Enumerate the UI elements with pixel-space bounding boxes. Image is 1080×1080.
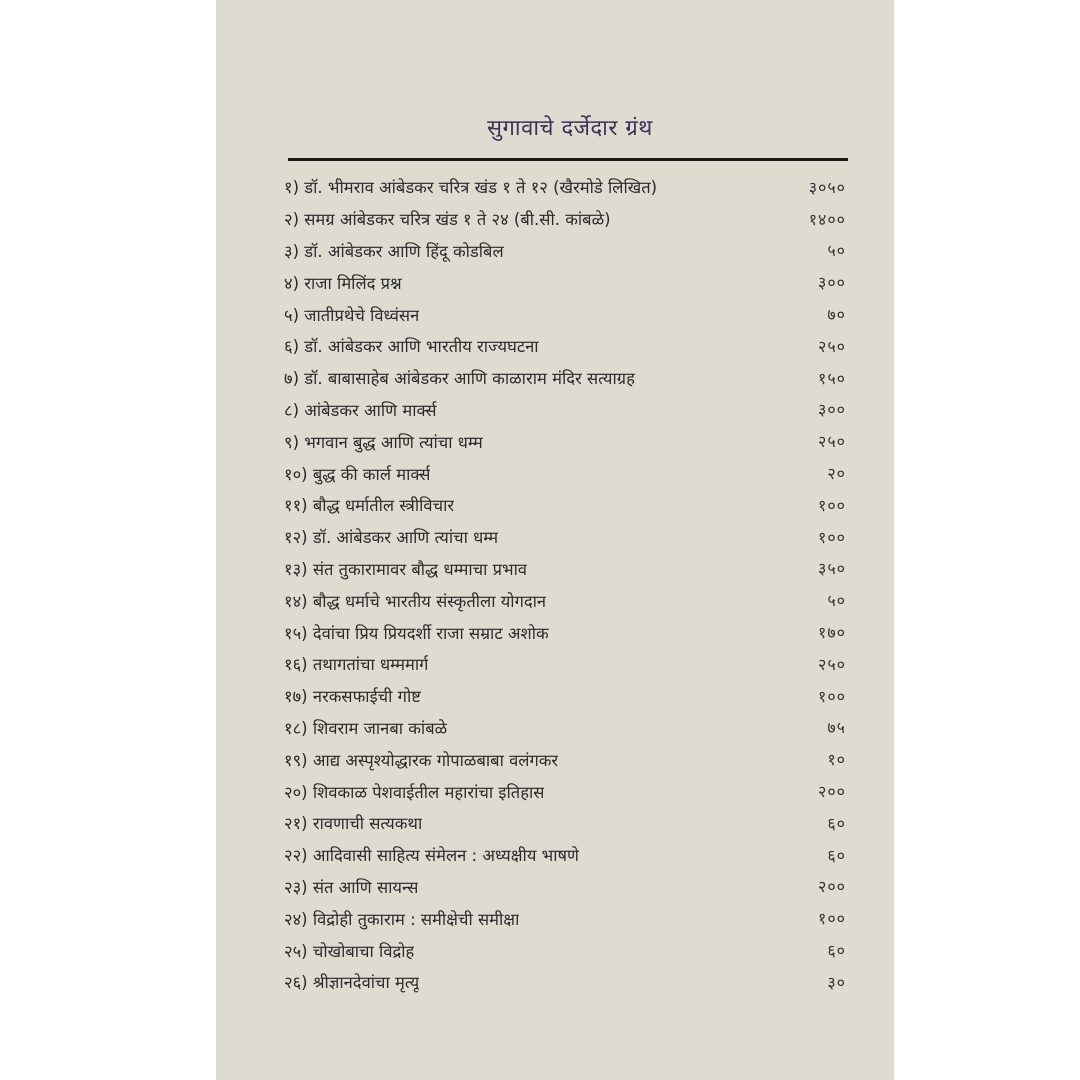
list-item <box>284 584 846 616</box>
book-title: ११) बौद्ध धर्मातील स्त्रीविचार <box>284 496 455 516</box>
book-title: २२) आदिवासी साहित्य संमेलन : अध्यक्षीय भाषणे <box>284 846 579 866</box>
book-title: २०) शिवकाळ पेशवाईतील महारांचा इतिहास <box>284 782 545 802</box>
list-item <box>284 235 846 267</box>
book-price: ६० <box>827 813 846 833</box>
book-title: ५) जातीप्रथेचे विध्वंसन <box>284 305 420 325</box>
list-item <box>284 521 846 553</box>
list-item <box>284 775 846 807</box>
book-price: ६० <box>827 845 846 865</box>
book-title: १९) आद्य अस्पृश्योद्धारक गोपाळबाबा वलंगकर <box>284 750 559 770</box>
book-price: २५० <box>818 432 846 452</box>
book-title: १८) शिवराम जानबा कांबळे <box>284 718 448 738</box>
list-item <box>284 807 846 839</box>
book-title: १०) बुद्ध की कार्ल मार्क्स <box>284 464 431 484</box>
book-title: १४) बौद्ध धर्माचे भारतीय संस्कृतीला योगदान <box>284 591 547 611</box>
book-page <box>216 0 894 1080</box>
list-item <box>284 680 846 712</box>
book-price: १७० <box>818 623 846 643</box>
book-title: ४) राजा मिलिंद प्रश्न <box>284 273 402 293</box>
list-item <box>284 298 846 330</box>
book-title: १७) नरकसफाईची गोष्ट <box>284 687 421 707</box>
list-item <box>284 616 846 648</box>
book-price: १४०० <box>808 209 846 229</box>
book-price: ३०५० <box>808 177 846 197</box>
list-item <box>284 934 846 966</box>
book-title: २१) रावणाची सत्यकथा <box>284 814 423 834</box>
book-price: २० <box>827 464 846 484</box>
book-price: १५० <box>818 368 846 388</box>
list-item <box>284 648 846 680</box>
book-title: १५) देवांचा प्रिय प्रियदर्शी राजा सम्राट अशोक <box>284 623 549 643</box>
book-price: ३० <box>827 972 846 992</box>
book-title: ८) आंबेडकर आणि मार्क्स <box>284 400 437 420</box>
book-price: २५० <box>818 654 846 674</box>
list-item <box>284 871 846 903</box>
book-price: २०० <box>818 877 846 897</box>
book-title: ६) डॉ. आंबेडकर आणि भारतीय राज्यघटना <box>284 337 539 357</box>
list-item <box>284 902 846 934</box>
book-title: २६) श्रीज्ञानदेवांचा मृत्यू <box>284 973 420 993</box>
book-title: २) समग्र आंबेडकर चरित्र खंड १ ते २४ (बी.सी. कांबळे) <box>284 210 611 230</box>
book-title: १२) डॉ. आंबेडकर आणि त्यांचा धम्म <box>284 528 499 548</box>
list-item <box>284 457 846 489</box>
book-price: १०० <box>818 909 846 929</box>
book-title: २५) चोखोबाचा विद्रोह <box>284 941 415 961</box>
book-title: ९) भगवान बुद्ध आणि त्यांचा धम्म <box>284 432 483 452</box>
book-title: १३) संत तुकारामावर बौद्ध धम्माचा प्रभाव <box>284 559 528 579</box>
book-price: १०० <box>818 527 846 547</box>
book-price: ३५० <box>818 559 846 579</box>
list-item <box>284 425 846 457</box>
list-item <box>284 362 846 394</box>
book-price: ५० <box>827 241 846 261</box>
book-price: ७० <box>827 305 846 325</box>
book-price: ३०० <box>818 273 846 293</box>
book-title: १) डॉ. भीमराव आंबेडकर चरित्र खंड १ ते १२ (खैरमोडे लिखित) <box>284 178 658 198</box>
list-item <box>284 171 846 203</box>
book-price: १०० <box>818 495 846 515</box>
book-price: १०० <box>818 686 846 706</box>
list-item <box>284 203 846 235</box>
book-price: २०० <box>818 782 846 802</box>
list-item <box>284 394 846 426</box>
page-title: सुगावाचे दर्जेदार ग्रंथ <box>487 116 653 141</box>
list-item <box>284 553 846 585</box>
book-price: ७५ <box>827 718 846 738</box>
book-price: २५० <box>818 336 846 356</box>
list-item <box>284 839 846 871</box>
list-item <box>284 743 846 775</box>
book-price: ३०० <box>818 400 846 420</box>
book-price: ५० <box>827 591 846 611</box>
book-title: २३) संत आणि सायन्स <box>284 877 419 897</box>
title-divider <box>288 158 848 161</box>
list-item <box>284 712 846 744</box>
book-title: १६) तथागतांचा धम्ममार्ग <box>284 655 429 675</box>
list-item <box>284 489 846 521</box>
list-item <box>284 966 846 998</box>
book-list <box>284 171 846 998</box>
book-price: ६० <box>827 941 846 961</box>
list-item <box>284 266 846 298</box>
book-price: १० <box>827 750 846 770</box>
book-title: २४) विद्रोही तुकाराम : समीक्षेची समीक्षा <box>284 909 520 929</box>
book-title: ७) डॉ. बाबासाहेब आंबेडकर आणि काळाराम मंदिर सत्याग्रह <box>284 369 635 389</box>
list-item <box>284 330 846 362</box>
book-title: ३) डॉ. आंबेडकर आणि हिंदू कोडबिल <box>284 241 504 261</box>
